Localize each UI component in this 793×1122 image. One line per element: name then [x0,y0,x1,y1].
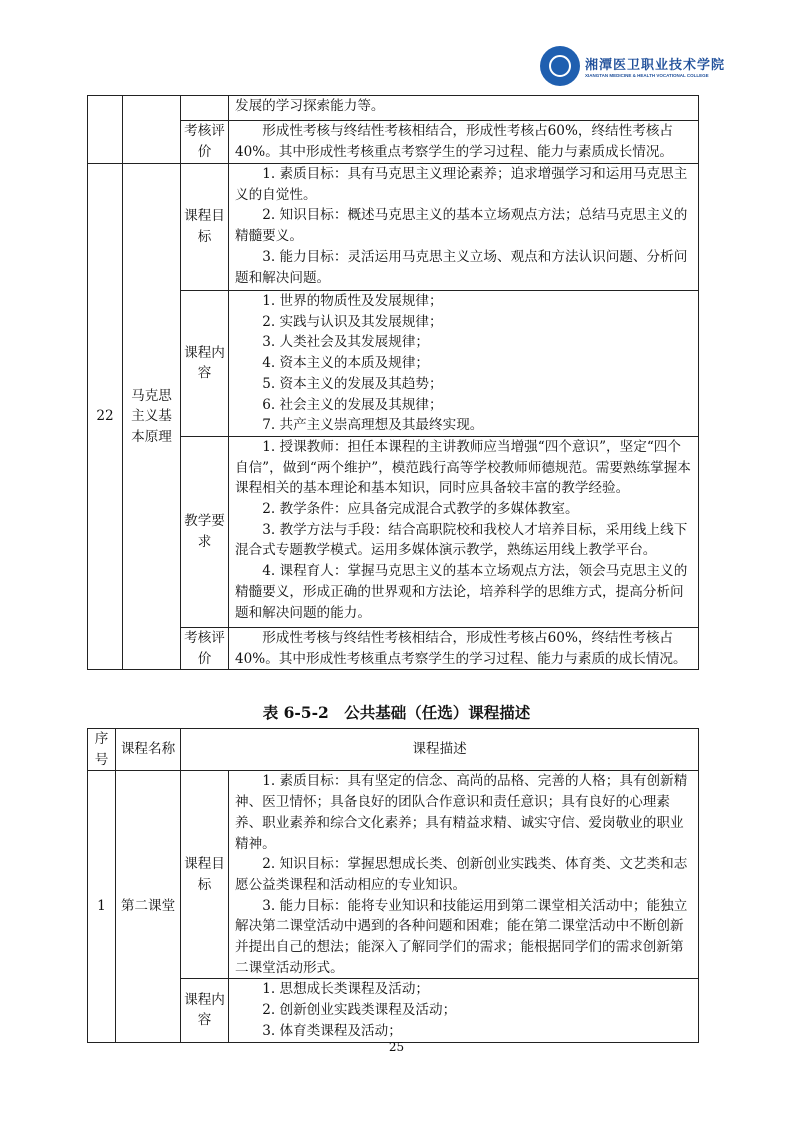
course-seq: 22 [88,164,123,670]
row-label: 课程目标 [181,164,229,291]
row-label: 课程内容 [181,979,229,1042]
content-item: 1. 世界的物质性及发展规律； [262,293,443,309]
row-label: 课程目标 [181,771,229,979]
header-name: 课程名称 [116,729,181,771]
goal-item: 2. 知识目标：掌握思想成长类、创新创业实践类、体育类、文艺类和志愿公益类课程和活动相应的专业知识。 [235,856,688,893]
evaluation-cell [229,627,699,669]
content-item: 2. 实践与认识及其发展规律； [262,313,443,330]
goal-item: 3. 能力目标：灵活运用马克思主义立场、观点和方法认识问题、分析问题和解决问题。 [235,248,688,286]
content-item: 4. 资本主义的本质及规律； [262,355,430,372]
row-label: 考核评价 [181,121,229,164]
course-description-table-continued [87,95,699,670]
content-cell [229,979,699,1042]
prev-label-cell [181,96,229,121]
goal-item: 3. 能力目标：能将专业知识和技能运用到第二课堂相关活动中；能独立解决第二课堂活动中遇到的各种问题和困难；能在第二课堂活动中不断创新并提出自己的想法；能深入了解同学们的需求；能根据同学们的需求创新第二课堂活动形式。 [235,897,688,976]
content-item: 5. 资本主义的发展及其趋势； [262,375,443,392]
prev-content-cell [229,96,699,121]
prev-name-cell [123,96,181,164]
evaluation-text: 形成性考核与终结性考核相结合，形成性考核占60%，终结性考核占40%。其中形成性考核重点考察学生的学习过程、能力与素质的成长情况。 [235,629,687,667]
row-label: 考核评价 [181,627,229,669]
evaluation-cell [229,121,699,164]
prev-seq-cell [88,96,123,164]
content-item: 2. 创新创业实践类课程及活动； [262,1002,457,1019]
content-item: 6. 社会主义的发展及其规律； [262,396,443,413]
college-logo [540,44,726,88]
requirement-item: 1. 授课教师：担任本课程的主讲教师应当增强“四个意识”，坚定“四个自信”，做到“两个维护”，模范践行高等学校教师师德规范。需要熟练掌握本课程相关的基本理论和基本知识，同时应具备较丰富的教学经验。 [235,438,691,497]
goal-item: 2. 知识目标：概述马克思主义的基本立场观点方法；总结马克思主义的精髓要义。 [235,207,688,245]
row-label: 课程内容 [181,291,229,437]
college-seal-icon [540,46,580,86]
goal-item: 1. 素质目标：具有马克思主义理论素养；追求增强学习和运用马克思主义的自觉性。 [235,166,688,203]
content-item: 7. 共产主义崇高理想及其最终实现。 [262,417,484,434]
content-item: 1. 思想成长类课程及活动； [262,981,430,998]
requirement-item: 4. 课程育人：掌握马克思主义的基本立场观点方法，领会马克思主义的精髓要义，形成正确的世界观和方法论，培养科学的思维方式，提高分析问题和解决问题的能力。 [235,563,688,621]
goals-cell [229,164,699,291]
logo-chinese-name: 湘潭医卫职业技术学院 [585,58,726,73]
evaluation-text: 形成性考核与终结性考核相结合，形成性考核占60%，终结性考核占40%。其中形成性考核重点考察学生的学习过程、能力与素质成长情况。 [235,123,674,160]
goals-cell [229,771,699,979]
course-seq: 1 [88,771,116,1042]
page-number: 25 [388,1040,405,1054]
requirement-item: 2. 教学条件：应具备完成混合式教学的多媒体教室。 [262,501,579,518]
content-cell [229,291,699,437]
elective-course-table [87,728,699,1043]
requirements-cell [229,436,699,627]
logo-english-name: XIANGTAN MEDICINE & HEALTH VOCATIONAL COLLEGE [585,73,709,78]
table-caption: 表 6-5-2 公共基础（任选）课程描述 [262,703,531,722]
header-description: 课程描述 [181,729,699,771]
course-name: 第二课堂 [116,771,181,1042]
content-item: 3. 人类社会及其发展规律； [262,334,430,351]
continued-text: 发展的学习探索能力等。 [235,98,385,114]
goal-item: 1. 素质目标：具有坚定的信念、高尚的品格、完善的人格；具有创新精神、医卫情怀；具备良好的团队合作意识和责任意识；具有良好的心理素养、职业素养和综合文化素养；具有精益求精、诚实守信、爱岗敬业的职业精神。 [235,773,688,852]
header-seq: 序号 [88,729,116,771]
requirement-item: 3. 教学方法与手段：结合高职院校和我校人才培养目标，采用线上线下混合式专题教学模式。运用多媒体演示教学，熟练运用线上教学平台。 [235,521,688,559]
row-label: 教学要求 [181,436,229,627]
content-item: 3. 体育类课程及活动； [262,1022,402,1039]
course-name: 马克思主义基本原理 [123,164,181,670]
